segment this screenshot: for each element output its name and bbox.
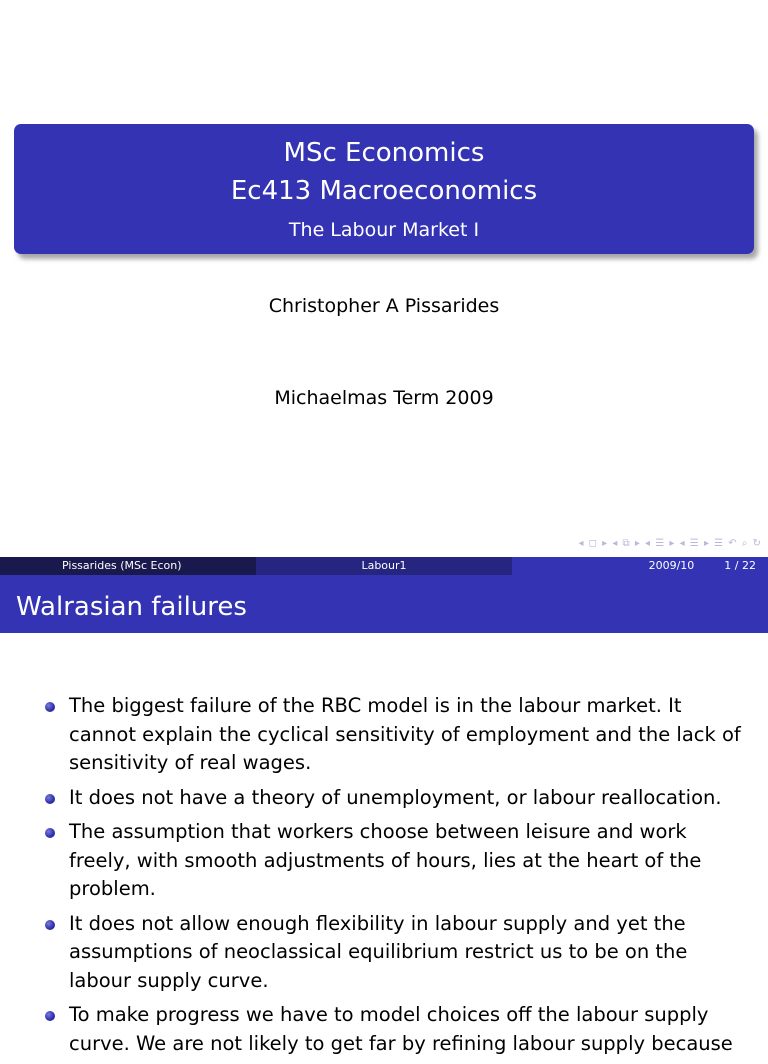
- footer-right: [512, 557, 768, 575]
- presentation-date: Michaelmas Term 2009: [274, 387, 494, 409]
- bullet-list: [0, 692, 768, 1064]
- bullet-text: The biggest failure of the RBC model is in the labour market. It cannot explain the cyclical sensitivity of employment and the lack of sensitivity of real wages.: [69, 694, 741, 774]
- bullet-text: It does not have a theory of unemployment, or labour reallocation.: [69, 785, 722, 809]
- bullet-text: It does not allow enough flexibility in labour supply and yet the assumptions of neoclassical equilibrium restrict us to be on the labour supply curve.: [69, 911, 688, 992]
- footer-date: 2009/10: [648, 559, 695, 572]
- beamer-navigation-icons[interactable]: ◂ ◻ ▸ ◂ ⧉ ▸ ◂ ☰ ▸ ◂ ☰ ▸ ☰ ↶ ⌕ ↻: [578, 538, 762, 549]
- list-item: [0, 692, 768, 778]
- footer-author: Pissarides (MSc Econ): [0, 557, 256, 575]
- title-line-1: MSc Economics: [283, 138, 485, 168]
- footer-bar: [0, 557, 768, 575]
- author-name: Christopher A Pissarides: [268, 295, 500, 317]
- subtitle: The Labour Market I: [288, 219, 480, 241]
- bullet-icon: [45, 920, 55, 930]
- bullet-icon: [45, 794, 55, 804]
- bullet-text: To make progress we have to model choices off the labour supply curve. We are not likely to get far by refining labour supply because: [69, 1003, 733, 1055]
- list-item: [0, 910, 768, 996]
- list-item: [0, 818, 768, 904]
- title-line-2: Ec413 Macroeconomics: [230, 176, 538, 206]
- list-item: [0, 1001, 768, 1058]
- frame-title: Walrasian failures: [0, 575, 768, 633]
- title-block: [14, 124, 754, 254]
- footer-page-number: 1 / 22: [724, 559, 756, 572]
- bullet-icon: [45, 1011, 55, 1021]
- list-item: [0, 784, 768, 813]
- bullet-text: The assumption that workers choose between leisure and work freely, with smooth adjustments of hours, lies at the heart of the problem.: [69, 820, 702, 900]
- bullet-icon: [45, 828, 55, 838]
- footer-short-title: Labour1: [256, 557, 512, 575]
- bullet-icon: [45, 702, 55, 712]
